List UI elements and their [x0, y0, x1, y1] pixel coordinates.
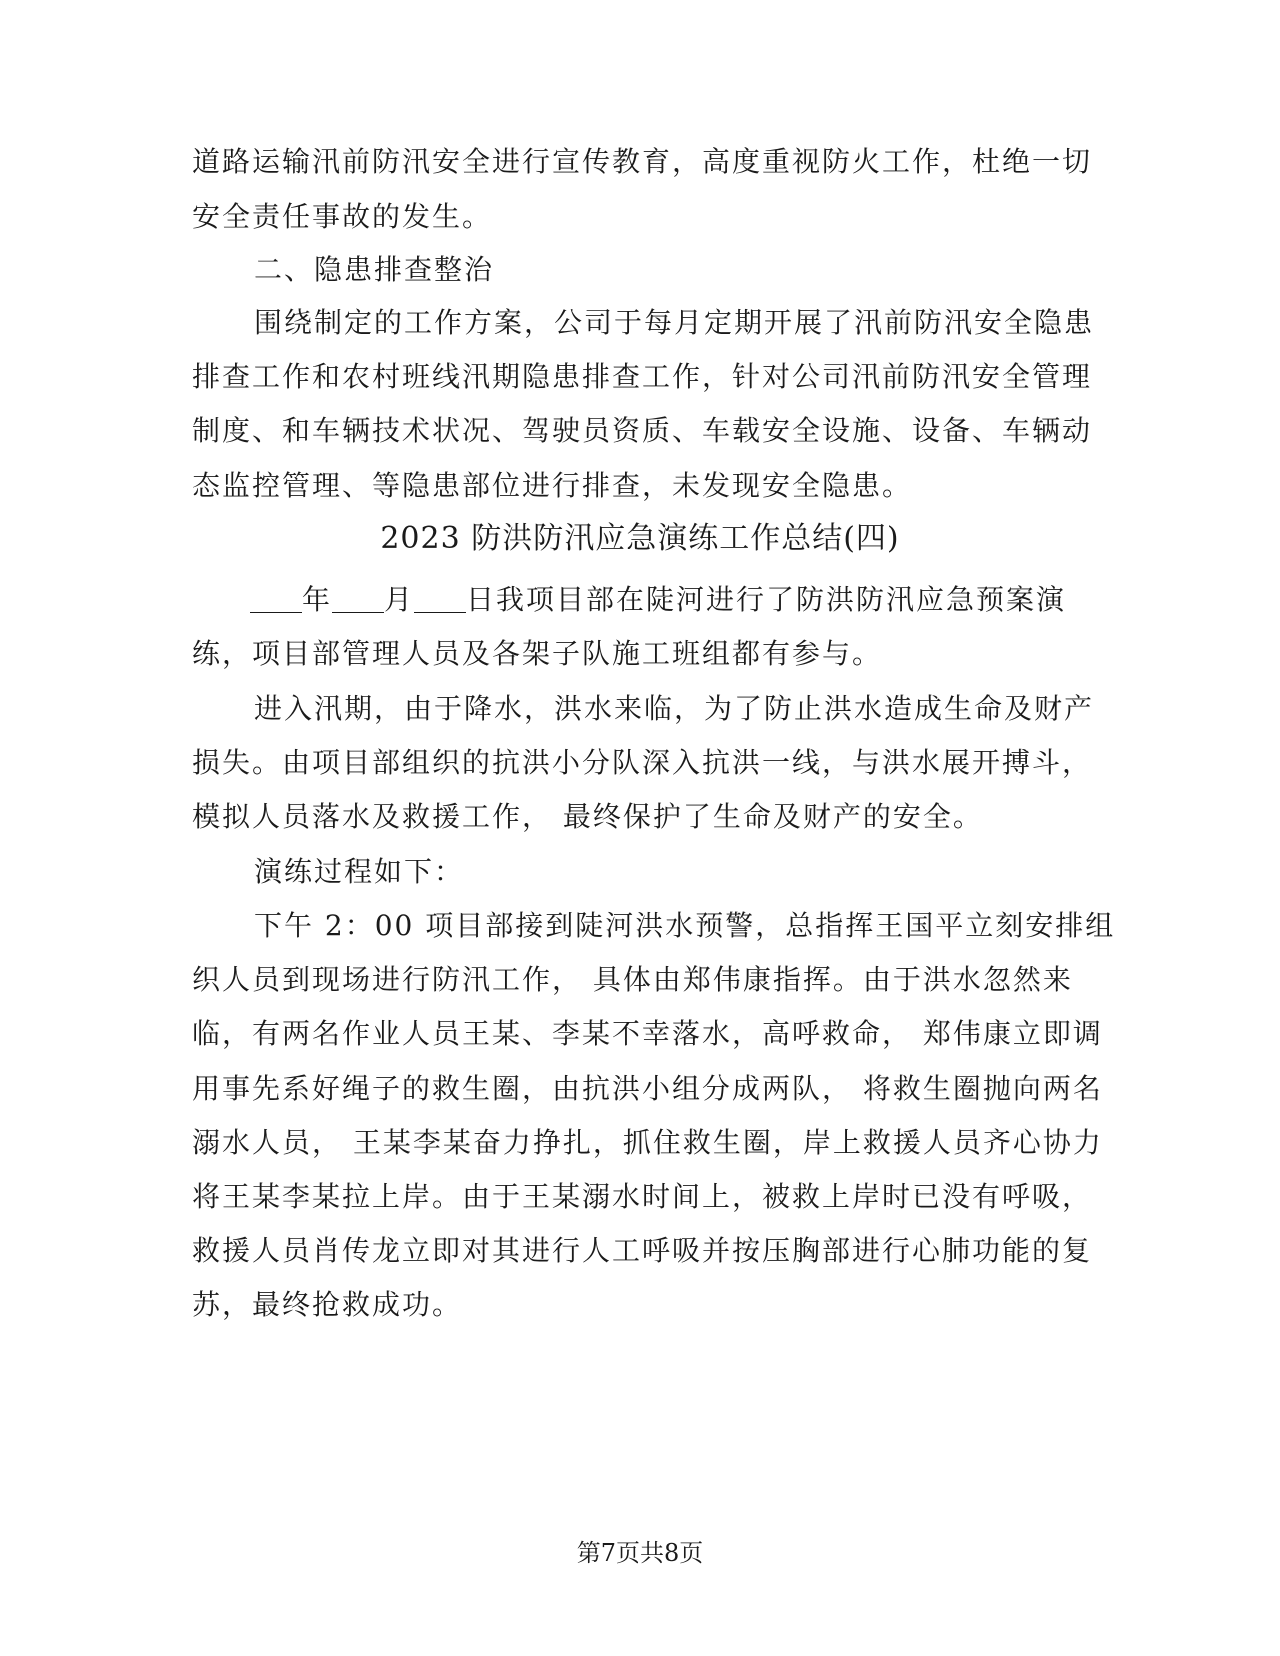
process-heading: 演练过程如下： — [254, 855, 465, 888]
paragraph-line: 织人员到现场进行防汛工作， 具体由郑伟康指挥。由于洪水忽然来 — [192, 963, 1073, 996]
paragraph-line: 临，有两名作业人员王某、李某不幸落水，高呼救命， 郑伟康立即调 — [192, 1017, 1103, 1050]
month-label: 月 — [384, 583, 415, 616]
paragraph-line: 将王某李某拉上岸。由于王某溺水时间上，被救上岸时已没有呼吸， — [192, 1180, 1093, 1213]
paragraph-line: 用事先系好绳子的救生圈，由抗洪小组分成两队， 将救生圈抛向两名 — [192, 1072, 1103, 1105]
date-line-rest: 日我项目部在陡河进行了防洪防汛应急预案演 — [466, 583, 1067, 616]
paragraph-line: 安全责任事故的发生。 — [192, 200, 493, 233]
paragraph-line: 道路运输汛前防汛安全进行宣传教育，高度重视防火工作，杜绝一切 — [192, 145, 1093, 178]
paragraph-line: 排查工作和农村班线汛期隐患排查工作，针对公司汛前防汛安全管理 — [192, 360, 1093, 393]
day-blank — [414, 584, 466, 613]
paragraph-line: 制度、和车辆技术状况、驾驶员资质、车载安全设施、设备、车辆动 — [192, 414, 1093, 447]
paragraph-line: 下午 2：00 项目部接到陡河洪水预警，总指挥王国平立刻安排组 — [254, 909, 1116, 942]
paragraph-line: 损失。由项目部组织的抗洪小分队深入抗洪一线，与洪水展开搏斗， — [192, 746, 1093, 779]
page-number: 第7页共8页 — [576, 1539, 704, 1567]
paragraph-line: 练，项目部管理人员及各架子队施工班组都有参与。 — [192, 637, 883, 670]
paragraph-line: 进入汛期，由于降水，洪水来临，为了防止洪水造成生命及财产 — [254, 692, 1095, 725]
section-heading: 二、隐患排查整治 — [254, 253, 495, 286]
paragraph-line: 溺水人员， 王某李某奋力挣扎，抓住救生圈，岸上救援人员齐心协力 — [192, 1126, 1103, 1159]
paragraph-line: 围绕制定的工作方案，公司于每月定期开展了汛前防汛安全隐患 — [254, 306, 1095, 339]
date-line — [250, 580, 1066, 620]
month-blank — [332, 584, 384, 613]
paragraph-line: 模拟人员落水及救援工作， 最终保护了生命及财产的安全。 — [192, 800, 983, 833]
year-label: 年 — [302, 583, 333, 616]
paragraph-line: 救援人员肖传龙立即对其进行人工呼吸并按压胸部进行心肺功能的复 — [192, 1234, 1093, 1267]
paragraph-line: 苏，最终抢救成功。 — [192, 1288, 463, 1321]
document-title: 2023 防洪防汛应急演练工作总结(四) — [380, 521, 900, 556]
year-blank — [250, 584, 302, 613]
paragraph-line: 态监控管理、等隐患部位进行排查，未发现安全隐患。 — [192, 469, 913, 502]
